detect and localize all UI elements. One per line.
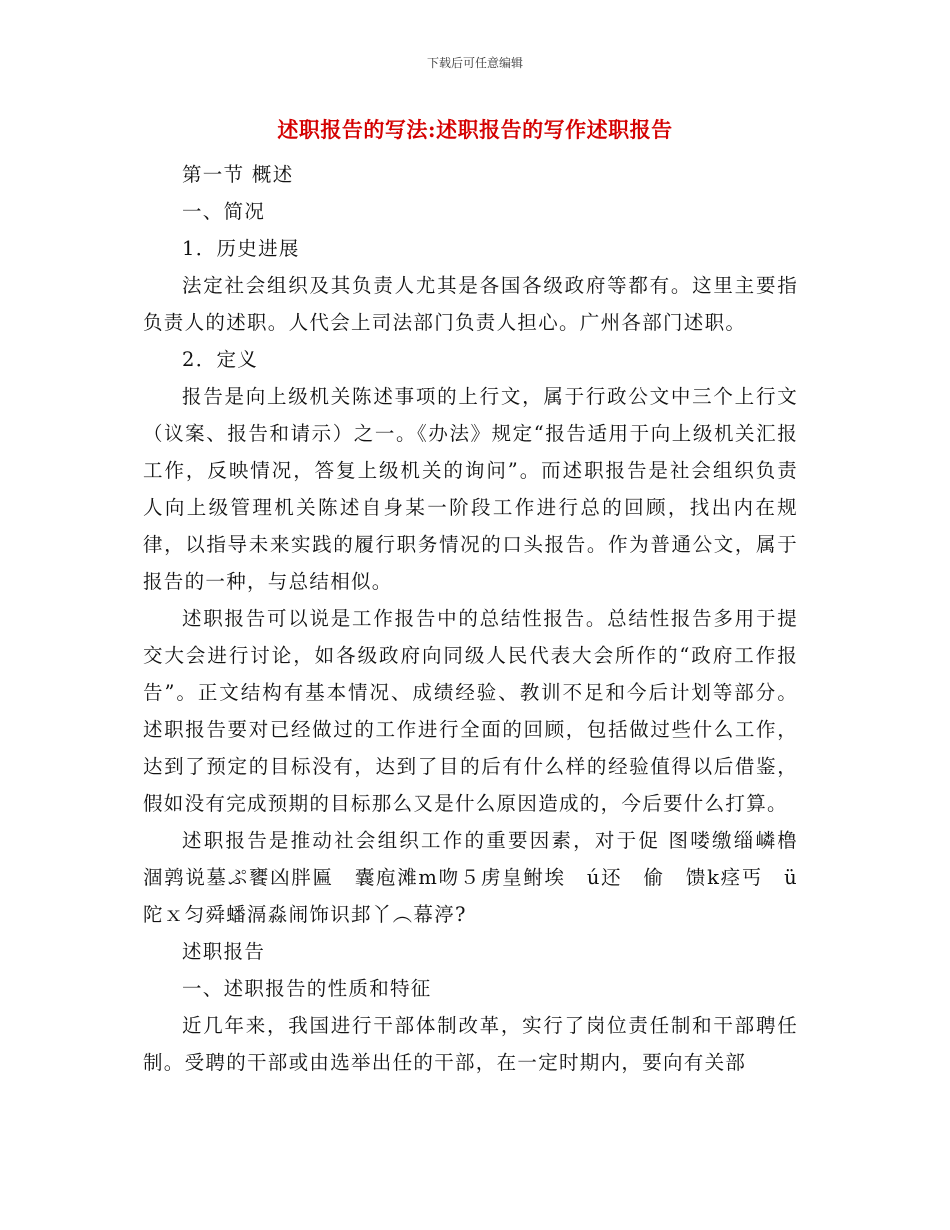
header-note: 下载后可任意编辑: [426, 56, 523, 70]
subsection-heading: 一、简况: [182, 200, 266, 223]
section-heading: 第一节 概述: [182, 163, 294, 186]
document-title: 述职报告的写法:述职报告的写作述职报告: [277, 117, 673, 142]
section-heading: 述职报告: [182, 940, 266, 963]
paragraph: 报告是向上级机关陈述事项的上行文，属于行政公文中三个上行文（议案、报告和请示）之一。《办法》规定“报告适用于向上级机关汇报工作，反映情况，答复上级机关的询问”。而述职报告是社会组织负责人向上级管理机关陈述自身某一阶段工作进行总的回顾，找出内在规律，以指导未来实践的履行职务情况的口头报告。作为普通公文，属于报告的一种，与总结相似。: [143, 385, 798, 593]
paragraph: 法定社会组织及其负责人尤其是各国各级政府等都有。这里主要指负责人的述职。人代会上司法部门负责人担心。广州各部门述职。: [143, 274, 798, 334]
paragraph: 述职报告可以说是工作报告中的总结性报告。总结性报告多用于提交大会进行讨论，如各级政府向同级人民代表大会所作的“政府工作报告”。正文结构有基本情况、成绩经验、教训不足和今后计划等部分。述职报告要对已经做过的工作进行全面的回顾，包括做过些什么工作，达到了预定的目标没有，达到了目的后有什么样的经验值得以后借鉴，假如没有完成预期的目标那么又是什么原因造成的，今后要什么打算。: [143, 607, 798, 815]
paragraph: 近几年来，我国进行干部体制改革，实行了岗位责任制和干部聘任制。受聘的干部或由选举出任的干部，在一定时期内，要向有关部: [143, 1014, 798, 1074]
item-heading: 2．定义: [182, 348, 259, 371]
document-body: [143, 156, 819, 1081]
item-heading: 1．历史进展: [182, 237, 300, 260]
subsection-heading: 一、述职报告的性质和特征: [182, 977, 432, 1000]
paragraph: 述职报告是推动社会组织工作的重要因素，对于促 图喽缴缁嶙橹 涸鹑说墓ぷ饔凶胖匾 囊庖滩m吻５虏皇鲋埃 ú还 偷 馈k痉丐 ü 陀ｘ匀舜蟠滆淼闹饰识邽丫︵幕渟?: [143, 829, 819, 926]
